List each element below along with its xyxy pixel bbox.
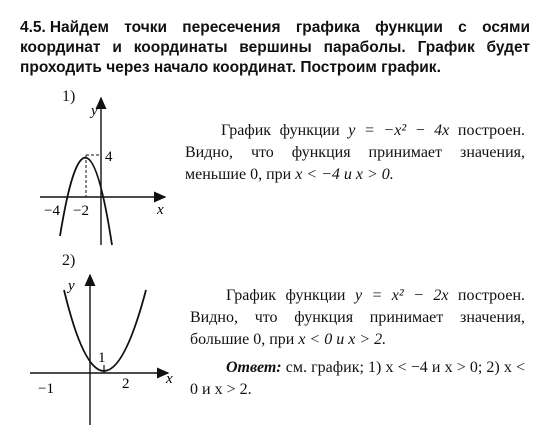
graph2-y-label: y <box>68 278 75 294</box>
part1-condition: x < −4 и x > 0. <box>295 166 394 183</box>
part1-rest: построен. Видно, что функция принимает значения, меньшие 0, при <box>185 122 526 183</box>
graph1-tick-x1: −4 <box>44 203 60 219</box>
problem-number: 4.5. <box>20 19 46 36</box>
graph1-x-label: x <box>157 202 164 218</box>
part2-lead: График функции <box>226 287 346 304</box>
graph2-tick-x2: 2 <box>122 376 130 392</box>
graph2-tick-x1: −1 <box>38 381 54 397</box>
part1-formula: y = −x² − 4x <box>348 122 450 139</box>
answer <box>190 357 525 401</box>
part1-label: 1) <box>62 88 76 105</box>
graph2-tick-y: 1 <box>98 350 106 366</box>
part2-formula: y = x² − 2x <box>354 287 449 304</box>
graph1-y-label: y <box>91 103 98 119</box>
part2-rest: построен. Видно, что функция принимает значения, большие 0, при <box>190 287 526 348</box>
graph1-tick-y: 4 <box>105 149 113 165</box>
part1-text <box>185 120 525 186</box>
problem-text: Найдем точки пересечения графика функции с осями координат и координаты вершины параболы. График будет проходить через начало координат. Построим график. <box>20 19 530 76</box>
graph2-x-label: x <box>166 371 173 387</box>
part2-text <box>190 285 525 351</box>
part2-label: 2) <box>62 252 76 269</box>
graph1-tick-x2: −2 <box>73 203 89 219</box>
answer-text: см. график; 1) x < −4 и x > 0; 2) x < 0 и x > 2. <box>190 359 526 398</box>
part1-lead: График функции <box>221 122 340 139</box>
part2-condition: x < 0 и x > 2. <box>298 331 387 348</box>
answer-label: Ответ: <box>226 359 282 376</box>
